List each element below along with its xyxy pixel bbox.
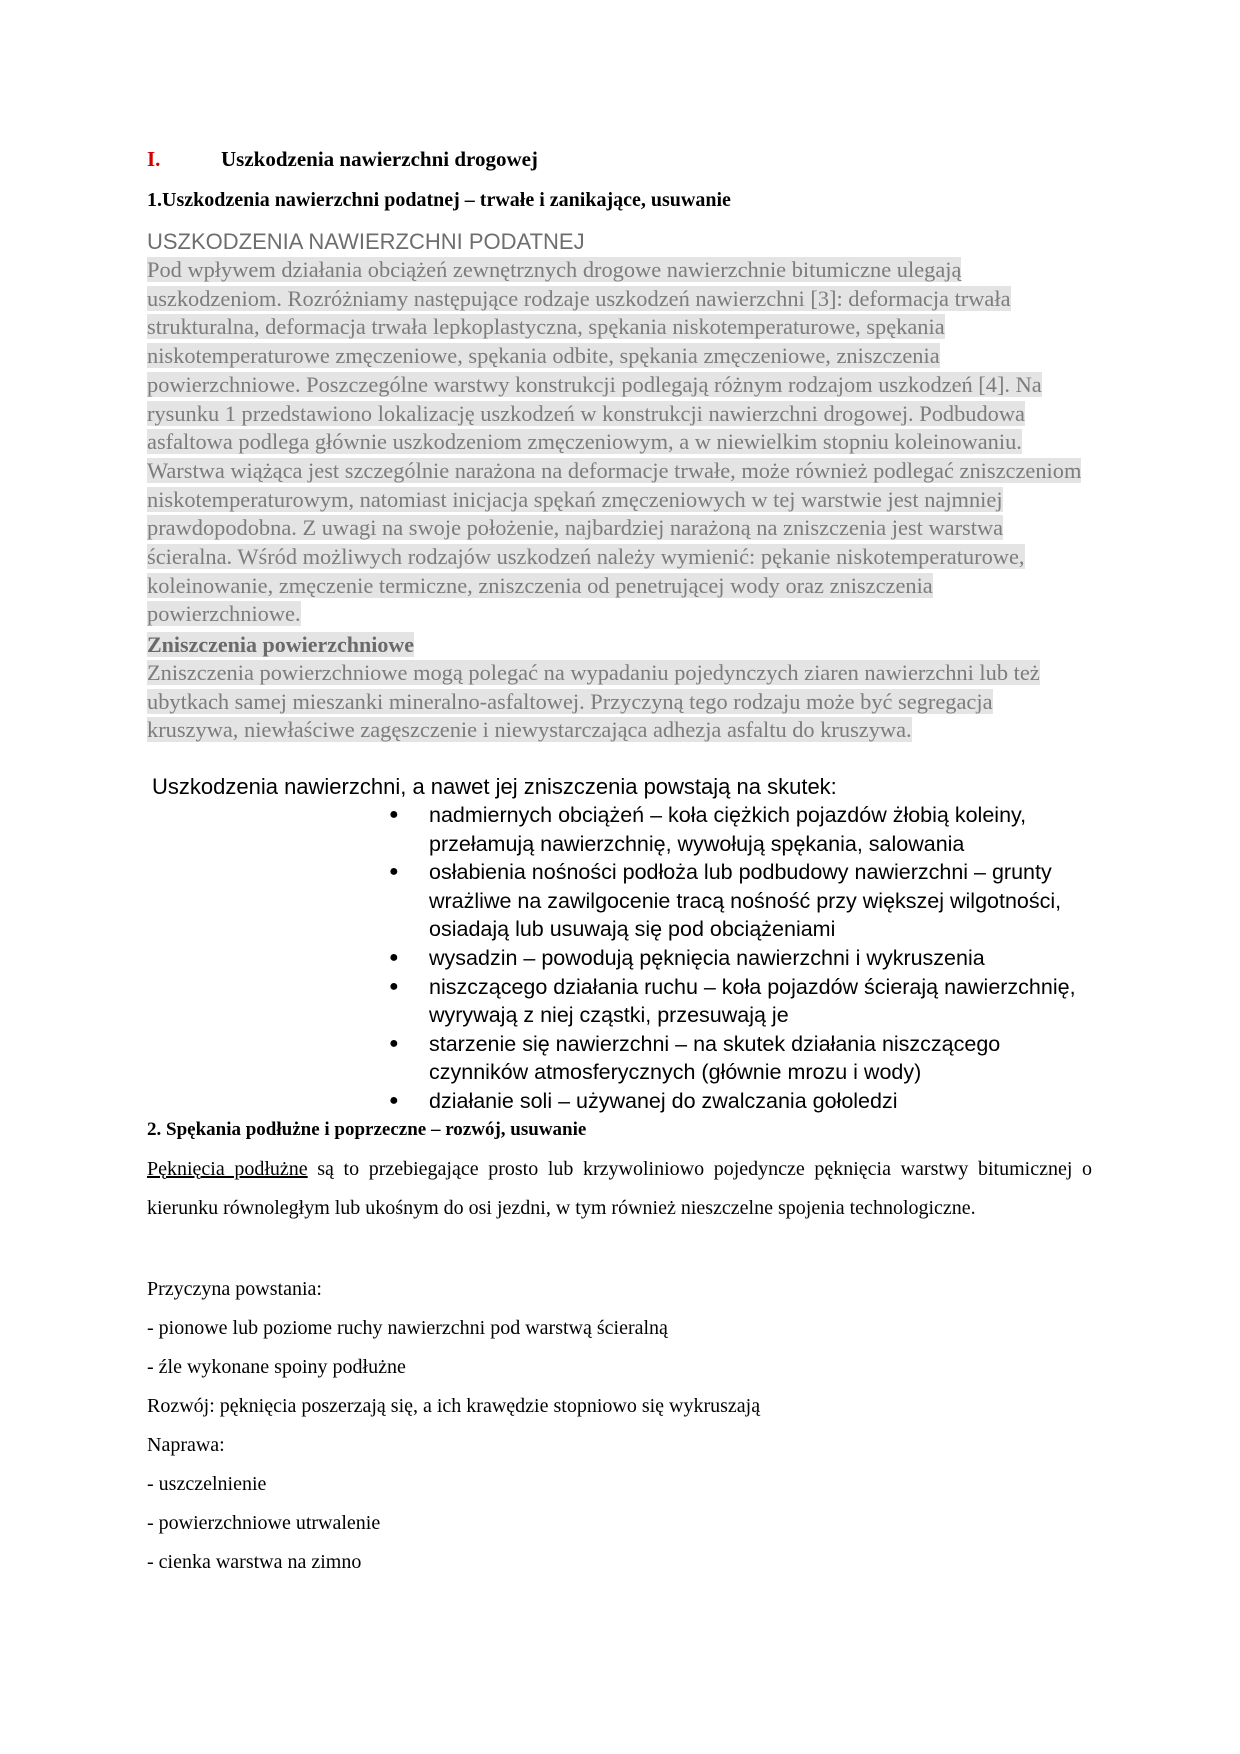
causes-list: [389, 801, 1089, 1116]
paragraph-damage-types-text: Pod wpływem działania obciążeń zewnętrznych drogowe nawierzchnie bitumiczne ulegają uszkodzeniom. Rozróżniamy następujące rodzaje uszkodzeń nawierzchni [3]: deformacja trwała strukturalna, deformacja trwała lepkoplastyczna, spękania niskotemperaturowe, spękania niskotemperaturowe zmęczeniowe, spękania odbite, spękania zmęczeniowe, zniszczenia powierzchniowe. Poszczególne warstwy konstrukcji podlegają różnym rodzajom uszkodzeń [4]. Na rysunku 1 przedstawiono lokalizację uszkodzeń w konstrukcji nawierzchni drogowej. Podbudowa asfaltowa podlega głównie uszkodzeniom zmęczeniowym, a w niewielkim stopniu koleinowaniu. Warstwa wiążąca jest szczególnie narażona na deformacje trwałe, może również podlegać zniszczeniom niskotemperaturowym, natomiast inicjacja spękań zmęczeniowych w tej warstwie jest najmniej prawdopodobna. Z uwagi na swoje położenie, najbardziej narażoną na zniszczenia jest warstwa ścieralna. Wśród możliwych rodzajów uszkodzeń należy wymienić: pękanie niskotemperaturowe, koleinowanie, zmęczenie termiczne, zniszczenia od penetrującej wody oraz zniszczenia powierzchniowe.: [147, 257, 1082, 627]
list-item: ● wysadzin – powodują pęknięcia nawierzchni i wykruszenia: [429, 944, 1089, 973]
cause-item: - źle wykonane spoiny podłużne: [147, 1356, 406, 1378]
paragraph-surface-damage: [147, 659, 1087, 745]
bullet-icon: ●: [389, 948, 399, 966]
causes-intro: Uszkodzenia nawierzchni, a nawet jej zniszczenia powstają na skutek:: [152, 774, 837, 799]
definition-paragraph: [147, 1150, 1092, 1228]
heading-1-number: I.: [147, 147, 161, 171]
cause-item: - pionowe lub poziome ruchy nawierzchni pod warstwą ścieralną: [147, 1317, 668, 1339]
bullet-icon: ●: [389, 977, 399, 995]
list-item: ● działanie soli – używanej do zwalczania gołoledzi: [429, 1087, 1089, 1116]
subheading-surface-damage: [147, 631, 1087, 659]
definition-text: są to przebiegające prosto lub krzywoliniowo pojedyncze pęknięcia warstwy bitumicznej o kierunku równoległym lub ukośnym do osi jezdni, w tym również nieszczelne spojenia technologiczne.: [147, 1158, 1092, 1219]
bullet-icon: ●: [389, 863, 399, 881]
paragraph-surface-damage-text: Zniszczenia powierzchniowe mogą polegać na wypadaniu pojedynczych ziaren nawierzchni lub też ubytkach samej mieszanki mineralno-asfaltowej. Przyczyną tego rodzaju może być segregacja kruszywa, niewłaściwe zagęszczenie i niewystarczająca adhezja asfaltu do kruszywa.: [147, 660, 1040, 743]
repair-item: - cienka warstwa na zimno: [147, 1551, 362, 1573]
heading-2: [147, 189, 731, 212]
heading-1: [147, 147, 538, 172]
heading-2-rest: – trwałe i zanikające, usuwanie: [459, 189, 731, 211]
bullet-icon: ●: [389, 1034, 399, 1052]
cause-label: Przyczyna powstania:: [147, 1278, 322, 1300]
repair-label: Naprawa:: [147, 1434, 225, 1456]
list-item: ● osłabienia nośności podłoża lub podbudowy nawierzchni – grunty wrażliwe na zawilgocenie tracą nośność przy większej wilgotności, osiadają lub usuwają się pod obciążeniami: [389, 860, 1062, 942]
paragraph-damage-types: [147, 256, 1087, 629]
bullet-icon: ●: [389, 806, 399, 823]
definition-term: Pęknięcia podłużne: [147, 1158, 308, 1180]
section-title: USZKODZENIA NAWIERZCHNI PODATNEJ: [147, 229, 585, 254]
subheading-surface-damage-text: Zniszczenia powierzchniowe: [147, 632, 415, 657]
heading-2-main: 1.Uszkodzenia nawierzchni podatnej: [147, 189, 460, 211]
heading-3: 2. Spękania podłużne i poprzeczne – rozwój, usuwanie: [147, 1119, 587, 1140]
list-item: ● niszczącego działania ruchu – koła pojazdów ścierają nawierzchnię, wyrywają z niej cząstki, przesuwają je: [389, 974, 1076, 1028]
repair-item: - uszczelnienie: [147, 1473, 267, 1495]
heading-1-title: Uszkodzenia nawierzchni drogowej: [221, 147, 538, 171]
list-item: ● nadmiernych obciążeń – koła ciężkich pojazdów żłobią koleiny, przełamują nawierzchnię, wywołują spękania, salowania: [389, 803, 1027, 856]
development-line: Rozwój: pęknięcia poszerzają się, a ich krawędzie stopniowo się wykruszają: [147, 1395, 761, 1417]
list-item: ● starzenie się nawierzchni – na skutek działania niszczącego czynników atmosferycznych (głównie mrozu i wody): [389, 1031, 1001, 1085]
bullet-icon: ●: [389, 1091, 399, 1109]
repair-item: - powierzchniowe utrwalenie: [147, 1512, 381, 1534]
